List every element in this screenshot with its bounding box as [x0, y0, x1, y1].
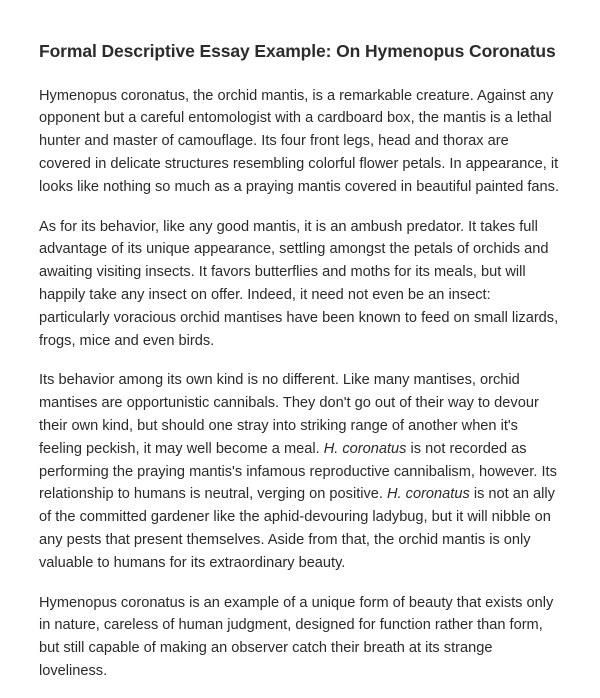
essay-paragraph — [39, 216, 564, 353]
paragraph-text: Its behavior among its own kind is no different. Like many mantises, orchid mantises are opportunistic cannibals. They don't go out of their way to devour their own kind, but should one stray into striking range of another when it's feeling peckish, it may well become a meal. — [39, 372, 539, 457]
essay-body — [39, 85, 564, 683]
essay-title: Formal Descriptive Essay Example: On Hymenopus Coronatus — [39, 41, 556, 61]
species-name-italic: H. coronatus — [323, 440, 407, 457]
paragraph-text: is not an ally of the committed gardener like the aphid-devouring ladybug, but it will nibble on any pests that present themselves. Aside from that, the orchid mantis is only valuable to humans for its extraordinary beauty. — [39, 486, 555, 571]
essay-paragraph — [39, 592, 564, 683]
paragraph-text: is not recorded as performing the praying mantis's infamous reproductive cannibalism, however. Its relationship to humans is neutral, verging on positive. — [39, 440, 557, 503]
species-name-italic: H. coronatus — [387, 486, 470, 503]
paragraph-text: Hymenopus coronatus is an example of a unique form of beauty that exists only in nature, careless of human judgment, designed for function rather than form, but still capable of making an observer catch their breath at its strange loveliness. — [39, 594, 554, 679]
paragraph-text: Hymenopus coronatus, the orchid mantis, is a remarkable creature. Against any opponent but a careful entomologist with a cardboard box, the mantis is a lethal hunter and master of camouflage. Its four front legs, head and thorax are covered in delicate structures resembling colorful flower petals. In appearance, it looks like nothing so much as a praying mantis covered in beautiful painted fans. — [39, 87, 560, 195]
essay-paragraph — [39, 369, 564, 574]
essay-paragraph — [39, 85, 564, 199]
paragraph-text: As for its behavior, like any good mantis, it is an ambush predator. It takes full advantage of its unique appearance, settling amongst the petals of orchids and awaiting visiting insects. It favors butterflies and moths for its meals, but will happily take any insect on offer. Indeed, it need not even be an insect: particularly voracious orchid mantises have been known to feed on small lizards, frogs, mice and even birds. — [39, 218, 559, 349]
